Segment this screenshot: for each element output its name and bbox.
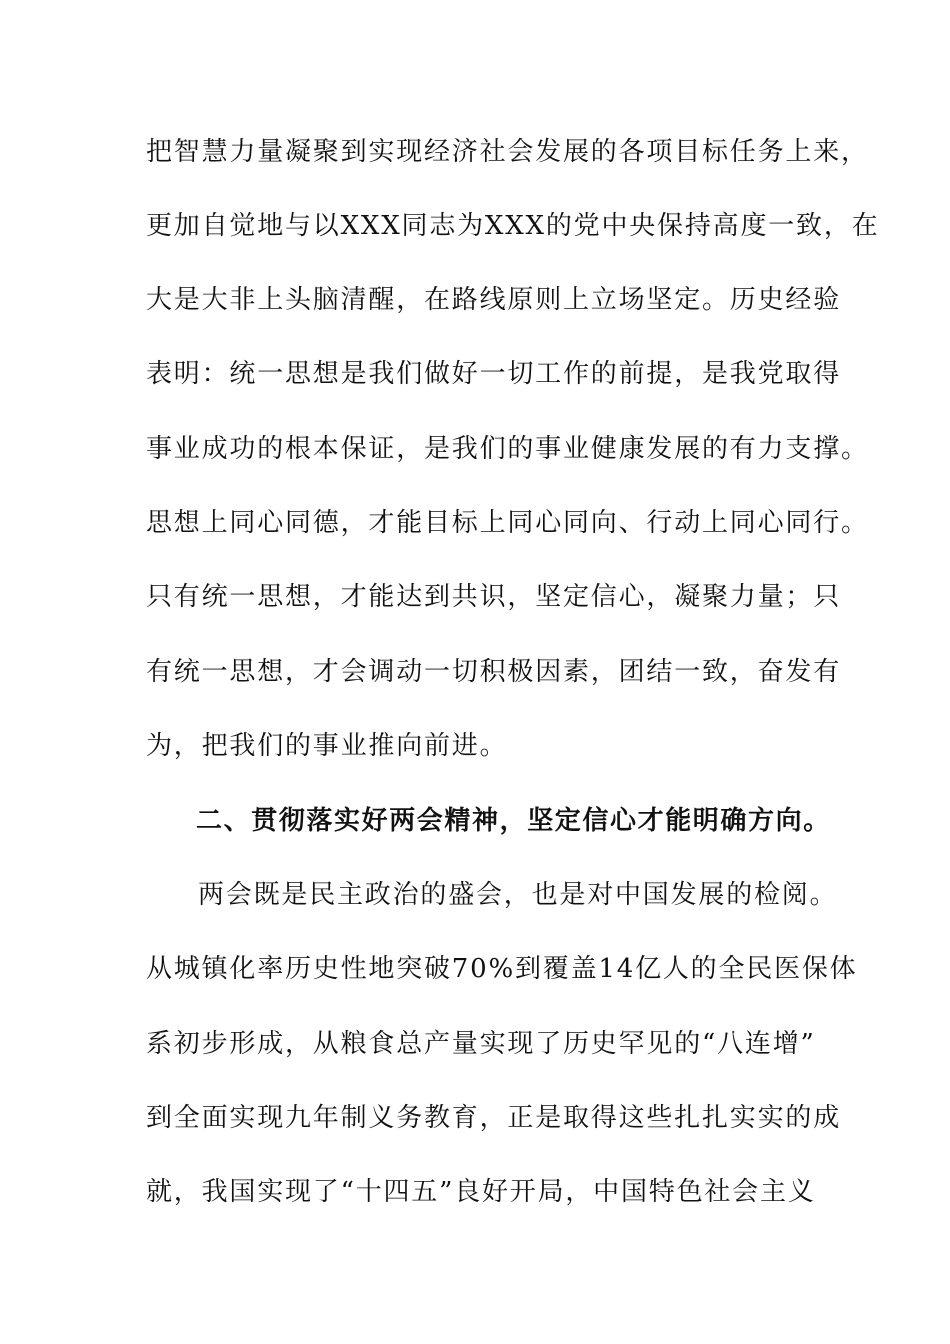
body-text-line: 把智慧力量凝聚到实现经济社会发展的各项目标任务上来，: [146, 137, 869, 167]
body-text-line: 就，我国实现了“十四五”良好开局，中国特色社会主义: [146, 1177, 816, 1207]
body-text-line: 到全面实现九年制义务教育，正是取得这些扎扎实实的成: [146, 1103, 842, 1133]
body-text-line: 思想上同心同德，才能目标上同心同向、行动上同心同行。: [146, 508, 869, 538]
body-text-line: 更加自觉地与以XXX同志为XXX的党中央保持高度一致，在: [146, 211, 880, 241]
section-heading: 二、贯彻落实好两会精神，坚定信心才能明确方向。: [196, 806, 831, 836]
body-text-line: 事业成功的根本保证，是我们的事业健康发展的有力支撑。: [146, 434, 869, 464]
paragraph-first-line: 两会既是民主政治的盛会，也是对中国发展的检阅。: [198, 880, 838, 910]
body-text-line: 有统一思想，才会调动一切积极因素，团结一致，奋发有: [146, 657, 842, 687]
body-text-line: 只有统一思想，才能达到共识，坚定信心，凝聚力量；只: [146, 582, 842, 612]
body-text-line: 大是大非上头脑清醒，在路线原则上立场坚定。历史经验: [146, 285, 842, 315]
body-text-line: 从城镇化率历史性地突破70%到覆盖14亿人的全民医保体: [146, 954, 858, 984]
body-text-line: 系初步形成，从粮食总产量实现了历史罕见的“八连增”: [146, 1029, 816, 1059]
body-text-line: 为，把我们的事业推向前进。: [146, 731, 508, 761]
body-text-line: 表明：统一思想是我们做好一切工作的前提，是我党取得: [146, 359, 842, 389]
